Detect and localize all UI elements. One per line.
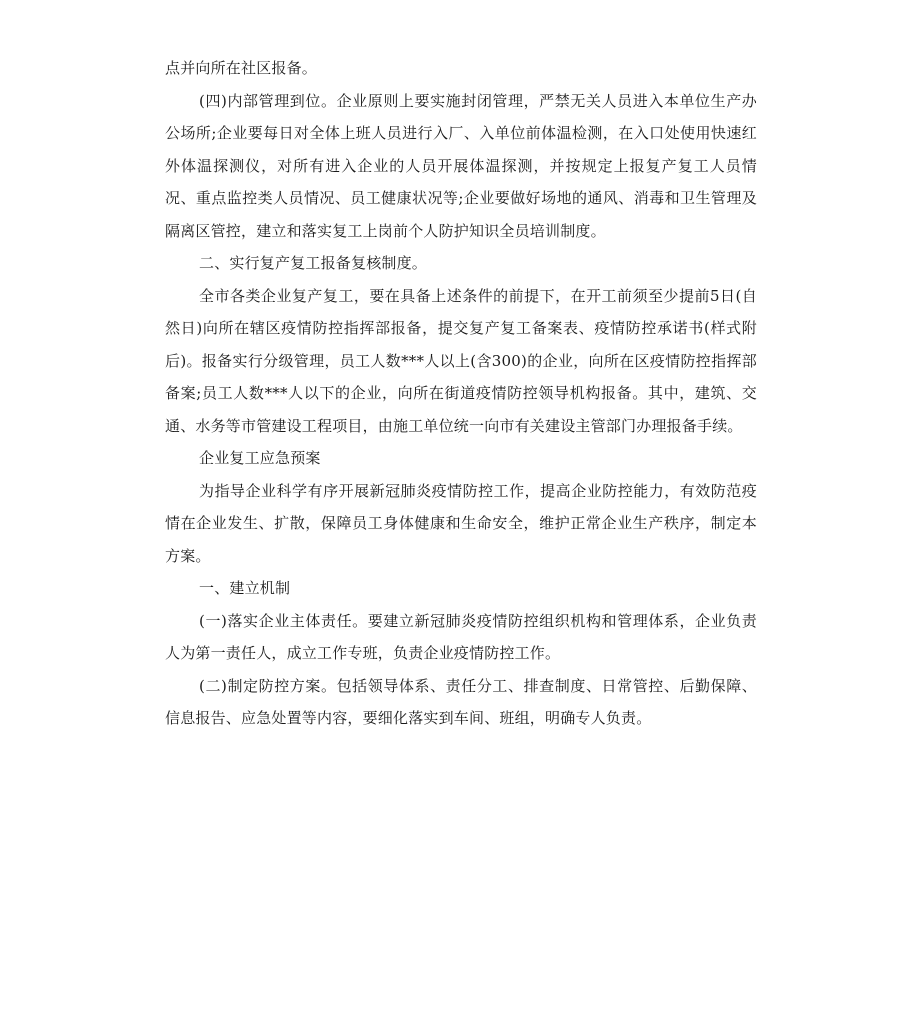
section-title-emergency-plan: 企业复工应急预案	[199, 449, 321, 467]
paragraph-continuation: 点并向所在社区报备。	[165, 59, 318, 77]
section-heading-establish-mechanism: 一、建立机制	[199, 579, 291, 597]
paragraph-internal-management: (四)内部管理到位。企业原则上要实施封闭管理，严禁无关人员进入本单位生产办公场所;企业要每日对全体上班人员进行入厂、入单位前体温检测，在入口处使用快速红外体温探测仪，对所有进入企业的人员开展体温探测，并按规定上报复产复工人员情况、重点监控类人员情况、员工健康状况等;企业要做好场地的通风、消毒和卫生管理及隔离区管控，建立和落实复工上岗前个人防护知识全员培训制度。	[165, 91, 757, 240]
paragraph-plan-purpose: 为指导企业科学有序开展新冠肺炎疫情防控工作，提高企业防控能力，有效防范疫情在企业发生、扩散，保障员工身体健康和生命安全，维护正常企业生产秩序，制定本方案。	[165, 481, 757, 565]
section-heading-reporting-review: 二、实行复产复工报备复核制度。	[199, 254, 428, 272]
paragraph-reporting-rules: 全市各类企业复产复工，要在具备上述条件的前提下，在开工前须至少提前5日(自然日)向所在辖区疫情防控指挥部报备，提交复产复工备案表、疫情防控承诺书(样式附后)。报备实行分级管理，员工人数***人以上(含300)的企业，向所在区疫情防控指挥部备案;员工人数***人以下的企业，向所在街道疫情防控领导机构报备。其中，建筑、交通、水务等市管建设工程项目，由施工单位统一向市有关建设主管部门办理报备手续。	[165, 286, 757, 435]
paragraph-main-responsibility: (一)落实企业主体责任。要建立新冠肺炎疫情防控组织机构和管理体系，企业负责人为第一责任人，成立工作专班，负责企业疫情防控工作。	[165, 611, 757, 662]
document-page	[165, 52, 757, 735]
paragraph-prevention-plan: (二)制定防控方案。包括领导体系、责任分工、排查制度、日常管控、后勤保障、信息报告、应急处置等内容，要细化落实到车间、班组，明确专人负责。	[165, 676, 757, 727]
